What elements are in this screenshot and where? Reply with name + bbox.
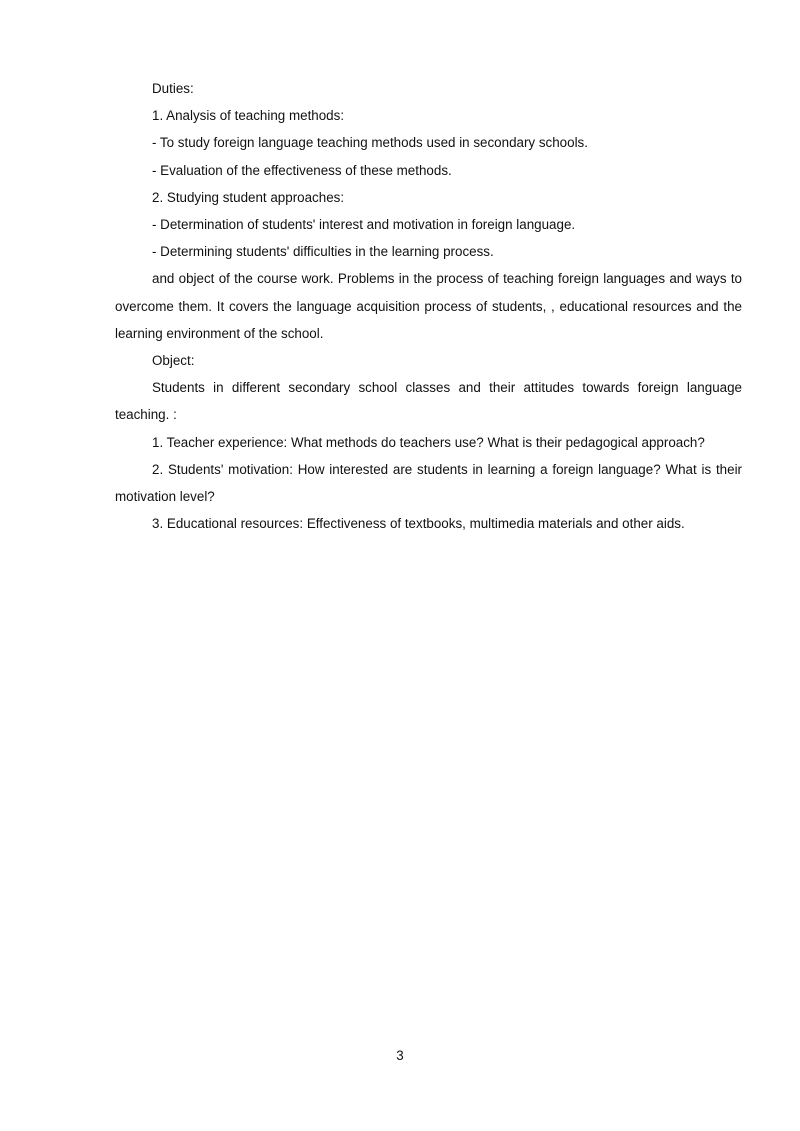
paragraph-duty-1-item-1: - To study foreign language teaching methods used in secondary schools.: [152, 135, 588, 151]
paragraph-duty-1: 1. Analysis of teaching methods:: [152, 108, 345, 124]
paragraph-object: Students in different secondary school classes and their attitudes towards foreign language teaching. :: [115, 380, 742, 423]
paragraph-duty-2-item-1: - Determination of students' interest and motivation in foreign language.: [152, 217, 576, 233]
page-number: 3: [396, 1048, 404, 1063]
page-body: [115, 75, 742, 537]
paragraph-duties-heading: Duties:: [152, 81, 194, 96]
paragraph-duty-1-item-2: - Evaluation of the effectiveness of these methods.: [152, 162, 452, 178]
paragraph-point-1: 1. Teacher experience: What methods do teachers use? What is their pedagogical approach?: [152, 434, 705, 450]
paragraph-object-heading: Object:: [152, 353, 195, 369]
paragraph-duty-2: 2. Studying student approaches:: [152, 189, 345, 205]
paragraph-point-3: 3. Educational resources: Effectiveness of textbooks, multimedia materials and other aids.: [152, 516, 685, 532]
paragraph-duty-2-item-2: - Determining students' difficulties in the learning process.: [152, 244, 494, 260]
paragraph-point-2: 2. Students' motivation: How interested are students in learning a foreign language? What is their motivation level?: [115, 461, 742, 505]
paragraph-subject: and object of the course work. Problems in the process of teaching foreign languages and ways to overcome them. It covers the language acquisition process of students, , educational resources and the learning environment of the school.: [115, 271, 742, 341]
